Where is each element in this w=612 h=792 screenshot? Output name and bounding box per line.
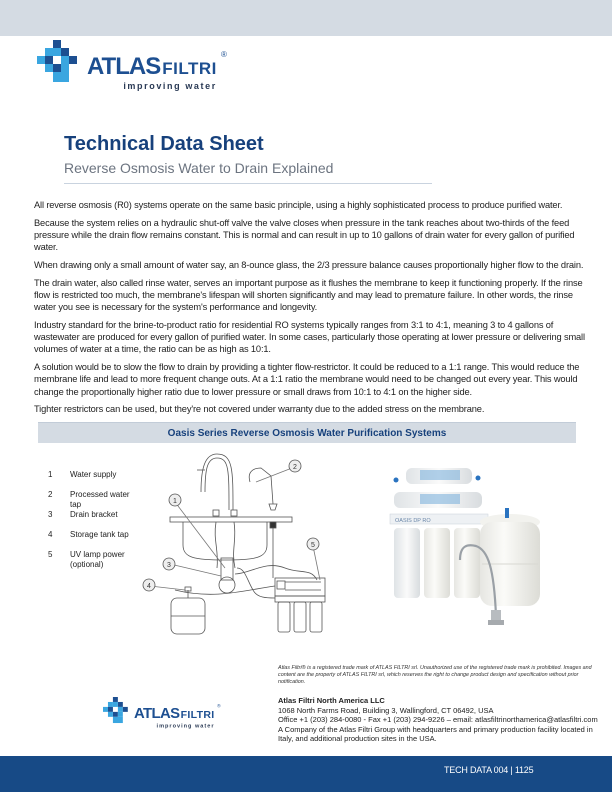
page-subtitle: Reverse Osmosis Water to Drain Explained — [64, 160, 334, 176]
footer-bar — [0, 756, 612, 792]
kitchen-faucet — [205, 458, 229, 510]
registered-mark: ® — [220, 50, 227, 59]
top-band — [0, 0, 612, 36]
registered-mark: ® — [217, 703, 221, 709]
product-photo — [360, 450, 560, 650]
callout-5 — [307, 538, 319, 550]
svg-text:5: 5 — [311, 542, 315, 549]
legend-number: 4 — [48, 530, 53, 539]
brand-tagline: improving water — [123, 81, 217, 91]
brand-logo-footer — [103, 697, 221, 729]
sink-basin — [183, 522, 267, 560]
company-info — [278, 696, 608, 744]
installation-diagram — [135, 450, 335, 650]
divider — [64, 183, 432, 184]
legend-number: 2 — [48, 490, 53, 499]
brand-name-main: ATLAS — [87, 53, 161, 80]
trademark-disclaimer: Atlas Filtri® is a registered trade mark of ATLAS FILTRI srl. Unauthorized use of the registered trade mark is prohibited. Images and content are the property of ATLAS FILTRI srl, which reserves the right to change product design and specification without prior notification. — [278, 665, 592, 685]
paragraph: Tighter restrictors can be used, but they're not covered under warranty due to the added stress on the membrane. — [34, 404, 485, 415]
ro-faucet — [249, 468, 273, 504]
filter-cartridge — [278, 602, 290, 632]
body-text — [34, 199, 594, 421]
legend-item — [48, 470, 140, 490]
legend-item — [48, 530, 140, 550]
legend-label: Processed water tap — [70, 490, 130, 509]
legend-item — [48, 510, 140, 530]
legend-label: UV lamp power (optional) — [70, 550, 125, 569]
product-label: OASIS DP RO — [395, 518, 431, 524]
company-name: Atlas Filtri North America LLC — [278, 696, 385, 705]
svg-text:3: 3 — [167, 562, 171, 569]
logo-mark-icon — [103, 697, 133, 726]
callout-2 — [289, 460, 301, 472]
paragraph: All reverse osmosis (R0) systems operate on the same basic principle, using a highly sophisticated process to produce purified water. — [34, 200, 563, 210]
legend-number: 3 — [48, 510, 53, 519]
filter-housing-clear — [394, 528, 420, 598]
legend-label: Drain bracket — [70, 510, 118, 519]
callout-3 — [163, 558, 175, 570]
svg-text:1: 1 — [173, 498, 177, 505]
paragraph: The drain water, also called rinse water, serves an important purpose as it flushes the membrane to keep it functioning properly. If the rinse flow is restricted too much, the membrane's lifespan will shorten significantly and may lead to premature failure. In other words, the rinse water you see is necessary for the system's performance and longevity. — [34, 277, 583, 313]
section-header — [38, 422, 576, 443]
legend-label: Water supply — [70, 470, 117, 479]
document-code: TECH DATA 004 | 1125 — [444, 765, 534, 775]
paragraph: When drawing only a small amount of water say, an 8-ounce glass, the 2/3 pressure balance causes proportionally higher flow to the drain. — [34, 260, 584, 270]
brand-name-main: ATLAS — [134, 705, 180, 722]
filter-cartridge — [294, 602, 306, 632]
brand-name-sub: FILTRI — [162, 59, 217, 78]
legend-item — [48, 550, 140, 570]
drain-trap — [219, 577, 235, 593]
brand-name-sub: FILTRI — [180, 708, 215, 721]
legend-number: 5 — [48, 550, 53, 559]
paragraph: Because the system relies on a hydraulic shut-off valve the valve closes when pressure in the tank reaches about two-thirds of the feed pressure while the drain flow remains constant. This is normal and can result in up to 10 gallons of drain water for every gallon of purified water. — [34, 217, 575, 253]
filter-housing — [454, 528, 480, 598]
svg-text:4: 4 — [147, 583, 151, 590]
company-about: A Company of the Atlas Filtri Group with headquarters and primary production facility located in Italy, and additional production sites in the USA. — [278, 724, 593, 744]
logo-mark-icon — [37, 40, 85, 86]
paragraph: Industry standard for the brine-to-product ratio for residential RO systems typically ranges from 3:1 to 4:1, meaning 3 to 4 gallons of wastewater are produced for every gallon of purified water. In some cases, particularly those operating at lower pressure or delivering small volumes of water at a time, the ratio can be as high as 10:1. — [34, 320, 585, 355]
brand-logo — [37, 40, 227, 91]
paragraph: A solution would be to slow the flow to drain by providing a tighter flow-restrictor. It could be reduced to a 1:1 range. This would reduce the membrane life and lead to more frequent change outs. At a 1:1 ratio the membrane would need to be changed out every year. This would change the proportionally higher ratio due to lower pressure or small draws from 10:1 to 4:1 on the higher side. — [34, 362, 580, 397]
company-contact: Office +1 (203) 284-0080 - Fax +1 (203) 294-9226 – email: atlasfiltrinorthamerica@atlasfiltri.com — [278, 715, 598, 725]
diagram-legend — [48, 470, 140, 570]
filter-housing — [424, 528, 450, 598]
brand-tagline: improving water — [156, 722, 215, 729]
legend-label: Storage tank tap — [70, 530, 129, 539]
filter-cartridge — [310, 602, 322, 632]
callout-1 — [169, 494, 181, 506]
section-title: Oasis Series Reverse Osmosis Water Purification Systems — [167, 428, 447, 439]
legend-item — [48, 490, 140, 510]
svg-text:2: 2 — [293, 464, 297, 471]
callout-4 — [143, 579, 155, 591]
page-title: Technical Data Sheet — [64, 133, 264, 155]
company-address: 1068 North Farms Road, Building 3, Wallingford, CT 06492, USA — [278, 705, 494, 715]
legend-number: 1 — [48, 470, 53, 479]
